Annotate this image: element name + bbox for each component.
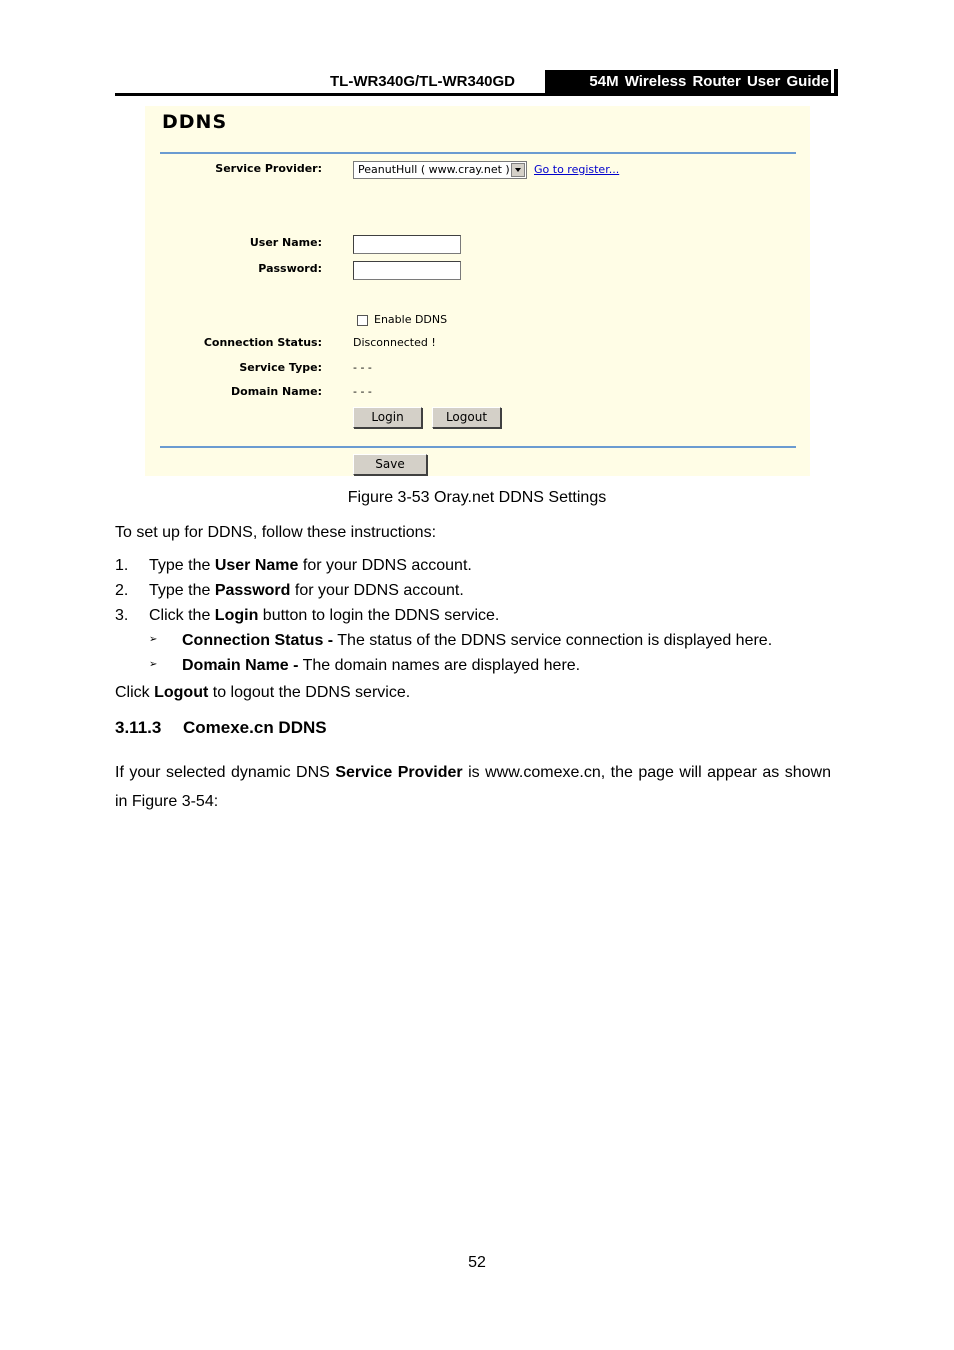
panel-top-divider: [160, 152, 796, 154]
panel-title: DDNS: [162, 111, 228, 133]
intro-text: To set up for DDNS, follow these instructions:: [115, 524, 437, 541]
save-button[interactable]: Save: [353, 454, 427, 475]
connection-status-value: Disconnected !: [353, 336, 436, 349]
user-name-label: User Name:: [249, 236, 322, 249]
service-provider-value: PeanutHull ( www.cray.net ): [358, 163, 510, 176]
section-paragraph: If your selected dynamic DNS Service Provider is www.comexe.cn, the page will appear as shown in Figure 3-54:: [115, 764, 831, 810]
page-number: 52: [468, 1254, 486, 1271]
bullet-text: Domain Name - The domain names are displayed here.: [182, 657, 581, 674]
service-type-label: Service Type:: [239, 361, 322, 374]
enable-ddns-label: Enable DDNS: [374, 313, 448, 326]
password-label: Password:: [258, 262, 322, 275]
header-bar: [834, 69, 838, 95]
step-number: 2.: [115, 582, 129, 599]
bullet-arrow-icon: ➢: [149, 659, 158, 670]
section-heading: 3.11.3 Comexe.cn DDNS: [115, 718, 327, 737]
figure-caption: Figure 3-53 Oray.net DDNS Settings: [347, 489, 607, 506]
logout-instruction: Click Logout to logout the DDNS service.: [115, 684, 411, 701]
service-provider-label: Service Provider:: [215, 162, 322, 175]
chevron-down-icon[interactable]: [511, 163, 525, 177]
panel-bottom-divider: [160, 446, 796, 448]
enable-ddns-checkbox[interactable]: [357, 315, 368, 326]
bullet-text: Connection Status - The status of the DDNS service connection is displayed here.: [182, 632, 773, 649]
user-name-input[interactable]: [353, 235, 461, 254]
service-provider-select[interactable]: [353, 161, 527, 179]
service-type-value: - - -: [353, 361, 372, 374]
logout-button[interactable]: Logout: [432, 407, 501, 428]
header-rule: [115, 93, 838, 96]
step-number: 1.: [115, 557, 129, 574]
register-link[interactable]: Go to register...: [534, 163, 620, 176]
step-number: 3.: [115, 607, 129, 624]
bullet-arrow-icon: ➢: [149, 634, 158, 645]
connection-status-label: Connection Status:: [203, 336, 322, 349]
header-guide-title: 54M Wireless Router User Guide: [545, 70, 831, 94]
step-text: Type the Password for your DDNS account.: [149, 582, 464, 599]
domain-name-label: Domain Name:: [231, 385, 322, 398]
step-text: Type the User Name for your DDNS account.: [149, 557, 472, 574]
domain-name-value: - - -: [353, 385, 372, 398]
password-input[interactable]: [353, 261, 461, 280]
step-text: Click the Login button to login the DDNS service.: [149, 607, 500, 624]
login-button[interactable]: Login: [353, 407, 422, 428]
header-model: TL-WR340G/TL-WR340GD: [330, 73, 516, 90]
